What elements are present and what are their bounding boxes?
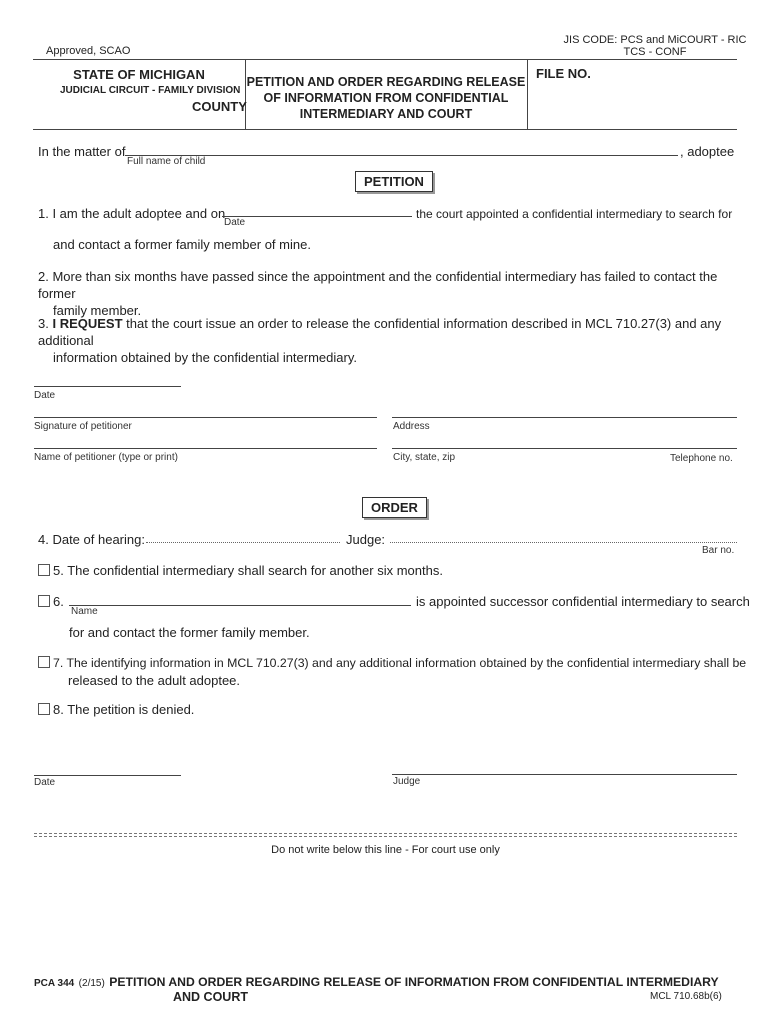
jis-code-line2: TCS - CONF (623, 46, 687, 58)
petition-heading: PETITION (355, 171, 433, 192)
item4-date-label: 4. Date of hearing: (38, 532, 145, 547)
item1-text-a: 1. I am the adult adoptee and on (38, 206, 226, 221)
petitioner-name-caption: Name of petitioner (type or print) (34, 452, 178, 463)
form-title-line1: PETITION AND ORDER REGARDING RELEASE (246, 75, 526, 89)
successor-name-caption: Name (71, 606, 98, 617)
approved-text: Approved, SCAO (46, 45, 131, 57)
state-label: STATE OF MICHIGAN (73, 67, 205, 82)
item2 (38, 268, 748, 319)
item7-line1: 7. The identifying information in MCL 710.27(3) and any additional information obtained by the confidential intermediary shall be (53, 656, 747, 670)
signature-line (34, 417, 377, 418)
footer-title-line1: PETITION AND ORDER REGARDING RELEASE OF INFORMATION FROM CONFIDENTIAL INTERMEDIARY (109, 975, 719, 989)
item1-text-c: and contact a former family member of mine. (53, 237, 311, 252)
form-title-line3: INTERMEDIARY AND COURT (299, 107, 473, 121)
item8-text: 8. The petition is denied. (53, 702, 195, 717)
signature-input[interactable] (36, 402, 375, 416)
item3 (38, 315, 758, 366)
item6-checkbox[interactable] (38, 595, 50, 607)
item1-date-line (222, 216, 412, 217)
item2-line1: 2. More than six months have passed since the appointment and the confidential intermediary has failed to contact the former (38, 269, 718, 301)
item1-date-caption: Date (224, 217, 246, 228)
telephone-caption: Telephone no. (670, 453, 733, 464)
court-use-text: Do not write below this line - For court use only (271, 844, 500, 856)
form-code: PCA 344 (34, 978, 75, 989)
petition-date-input[interactable] (36, 371, 179, 385)
item6-num: 6. (53, 594, 64, 609)
header-bottom-rule (33, 129, 737, 130)
court-use-divider (34, 833, 737, 837)
footer (34, 973, 754, 991)
jis-code-line1: JIS CODE: PCS and MiCOURT - RIC (563, 34, 747, 46)
bar-no-caption: Bar no. (702, 545, 735, 556)
item6-line2: for and contact the former family member. (69, 625, 310, 640)
city-line (392, 448, 737, 449)
item1-text-b: the court appointed a confidential intermediary to search for (416, 207, 733, 221)
form-date: (2/15) (78, 978, 105, 989)
address-input[interactable] (394, 402, 735, 416)
county-label: COUNTY (192, 99, 247, 114)
petition-date-caption: Date (34, 390, 56, 401)
hearing-date-line (146, 542, 340, 543)
successor-name-input[interactable] (72, 591, 409, 605)
judge-signature-caption: Judge (393, 776, 421, 787)
judge-input[interactable] (392, 528, 735, 542)
signature-caption: Signature of petitioner (34, 421, 132, 432)
order-date-input[interactable] (36, 760, 179, 774)
mcl-reference: MCL 710.68b(6) (650, 991, 722, 1002)
file-no-input[interactable] (536, 86, 726, 100)
child-name-input[interactable] (128, 141, 676, 155)
file-no-label: FILE NO. (536, 66, 591, 81)
circuit-label: JUDICIAL CIRCUIT - FAMILY DIVISION (60, 85, 241, 96)
child-name-caption: Full name of child (127, 156, 206, 167)
footer-title-line2: AND COURT (173, 990, 248, 1004)
telephone-input[interactable] (650, 433, 735, 447)
form-title-line2: OF INFORMATION FROM CONFIDENTIAL (263, 91, 509, 105)
item5-checkbox[interactable] (38, 564, 50, 576)
header-divider-2 (527, 59, 528, 129)
item6-text: is appointed successor confidential intermediary to search (416, 594, 750, 609)
petitioner-name-line (34, 448, 377, 449)
item3-request: I REQUEST (52, 316, 123, 331)
item7-line2: released to the adult adoptee. (68, 673, 241, 688)
item4-judge-label: Judge: (346, 532, 386, 547)
address-caption: Address (393, 421, 430, 432)
order-heading: ORDER (362, 497, 427, 518)
item5-text: 5. The confidential intermediary shall search for another six months. (53, 563, 443, 578)
hearing-date-input[interactable] (148, 528, 338, 542)
order-date-line (34, 775, 181, 776)
judge-signature-input[interactable] (394, 759, 735, 773)
jis-code (560, 34, 750, 58)
item7-checkbox[interactable] (38, 656, 50, 668)
item3-line1: that the court issue an order to release the confidential information described in MCL 710.27(3) and any additional (38, 316, 722, 348)
city-input[interactable] (394, 433, 644, 447)
child-name-line (125, 155, 678, 156)
address-line (392, 417, 737, 418)
matter-prefix: In the matter of (38, 144, 126, 159)
header-top-rule (33, 59, 737, 60)
successor-name-line (69, 605, 411, 606)
item1-date-input[interactable] (225, 202, 410, 216)
petitioner-name-input[interactable] (36, 433, 375, 447)
item7 (53, 655, 758, 689)
judge-signature-line (392, 774, 737, 775)
item2-line2: family member. (53, 303, 142, 318)
petition-date-line (34, 386, 181, 387)
item8-checkbox[interactable] (38, 703, 50, 715)
city-caption: City, state, zip (393, 452, 456, 463)
item3-num: 3. (38, 316, 49, 331)
item3-line2: information obtained by the confidential intermediary. (53, 350, 357, 365)
order-date-caption: Date (34, 777, 56, 788)
judge-line (390, 542, 737, 543)
adoptee-suffix: , adoptee (680, 144, 735, 159)
form-title (245, 74, 527, 122)
